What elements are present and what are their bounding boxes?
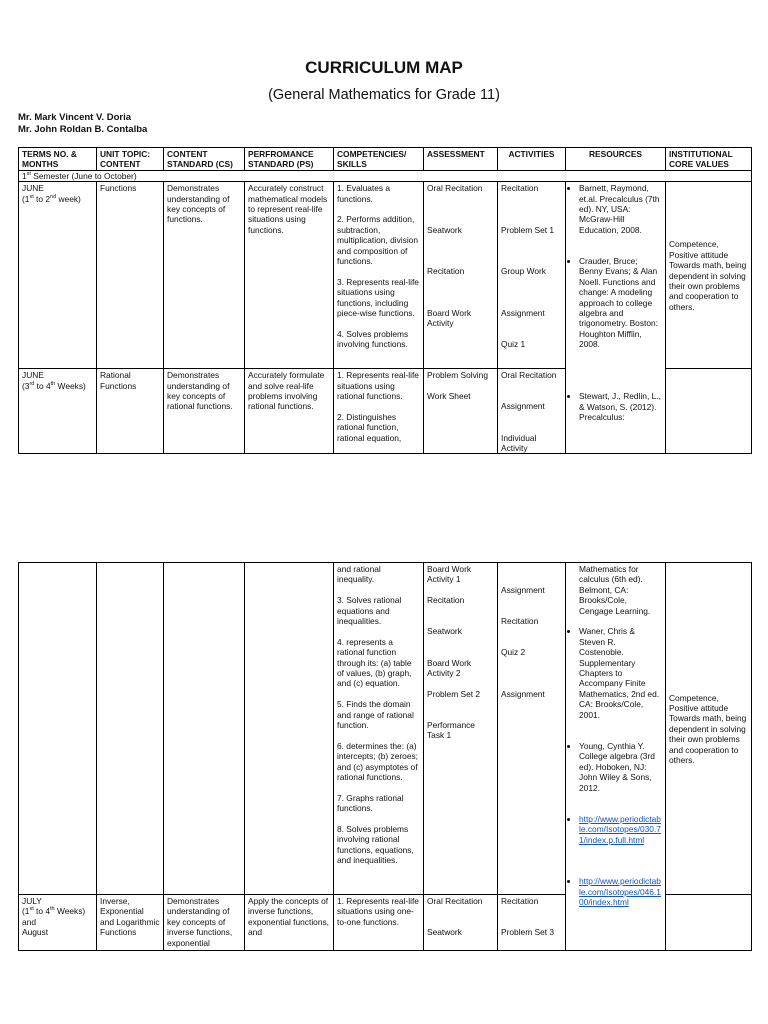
assessment-item: Problem Set 2 [427, 688, 481, 699]
term-month: JUNE [22, 370, 44, 381]
assessment-item: Seatwork [427, 927, 462, 938]
activities-cell [498, 895, 566, 951]
competency-item: 2. Performs addition, subtraction, multiplication, division and composition of functions. [337, 214, 418, 267]
header-performance-standard: PERFROMANCE STANDARD (PS) [245, 148, 334, 171]
semester-row [19, 170, 752, 181]
competency-item: 8. Solves problems involving rational functions, equations, and inequalities. [337, 824, 414, 866]
table-row [19, 182, 752, 369]
term-and: and [22, 916, 36, 927]
assessment-item: Seatwork [427, 224, 462, 235]
assessment-item: Seatwork [427, 626, 462, 637]
competency-item: 5. Finds the domain and range of rational function. [337, 699, 414, 731]
core-values-cell: Competence, Positive attitude Towards math, being dependent in solving their own problems and cooperation to others. [666, 182, 752, 369]
header-assessment: ASSESSMENT [424, 148, 498, 171]
unit-cell: Functions [97, 182, 164, 369]
term-weeks: (1st to 4th Weeks) [22, 906, 86, 917]
resources-cell [566, 563, 666, 951]
competency-item: 1. Represents real-life situations using rational functions. [337, 370, 419, 402]
term-cell [19, 563, 97, 895]
performance-standard-cell [245, 563, 334, 895]
activity-item: Assignment [501, 308, 545, 318]
curriculum-table-page-1 [18, 147, 752, 454]
unit-cell [97, 563, 164, 895]
assessment-item: Performance Task 1 [427, 720, 475, 741]
assessment-item: Problem Solving [427, 370, 488, 381]
header-resources: RESOURCES [566, 148, 666, 171]
assessment-item: Board Work Activity 1 [427, 564, 472, 585]
term-cell [19, 895, 97, 951]
header-core-values: INSTITUTIONAL CORE VALUES [666, 148, 752, 171]
assessment-item: Recitation [427, 595, 465, 606]
assessment-cell [424, 369, 498, 454]
authors [18, 112, 147, 136]
competency-item: 3. Solves rational equations and inequalities. [337, 595, 402, 627]
resource-item: • Barnett, Raymond, et.al. Precalculus (7th ed). NY, USA: McGraw-Hill Education, 2008. [579, 183, 662, 235]
competency-item: 6. determines the: (a) intercepts; (b) zeroes; and (c) asymptotes of rational functions. [337, 740, 418, 783]
header-activities: ACTIVITIES [498, 148, 566, 171]
assessment-item: Board Work Activity [427, 308, 472, 329]
activity-item: Oral Recitation [501, 370, 557, 381]
unit-cell: Inverse, Exponential and Logarithmic Functions [97, 895, 164, 951]
activity-item: Recitation [501, 896, 539, 906]
activity-item: Assignment [501, 584, 545, 595]
assessment-cell [424, 182, 498, 369]
competencies-cell [334, 369, 424, 454]
resources-cell [566, 182, 666, 454]
header-content-standard: CONTENT STANDARD (CS) [164, 148, 245, 171]
page-subtitle: (General Mathematics for Grade 11) [268, 87, 500, 103]
assessment-item: Board Work Activity 2 [427, 657, 472, 679]
activity-item: Problem Set 3 [501, 927, 555, 938]
content-standard-cell: Demonstrates understanding of key concepts of inverse functions, exponential [164, 895, 245, 951]
assessment-cell [424, 563, 498, 895]
performance-standard-cell: Accurately formulate and solve real-life problems involving rational functions. [245, 369, 334, 454]
activity-item: Quiz 1 [501, 339, 526, 350]
core-values-cell [666, 895, 752, 951]
page-title: CURRICULUM MAP [305, 58, 463, 77]
table-header-row [19, 148, 752, 171]
competency-item: 4. Solves problems involving functions. [337, 328, 409, 350]
activities-cell [498, 369, 566, 454]
resource-link[interactable]: http://www.periodictable.com/Isotopes/046.100/index.html [579, 876, 661, 907]
term-cell [19, 369, 97, 454]
assessment-item: Oral Recitation [427, 896, 483, 906]
assessment-item: Oral Recitation [427, 183, 483, 194]
competency-item: and rational inequality. [337, 564, 381, 585]
term-month: JUNE [22, 183, 44, 194]
term-weeks: (1st to 2nd week) [22, 193, 81, 204]
author-2: Mr. John Roldan B. Contalba [18, 124, 148, 135]
table-row [19, 563, 752, 895]
term-weeks: (3rd to 4th Weeks) [22, 380, 86, 391]
assessment-cell [424, 895, 498, 951]
activity-item: Recitation [501, 616, 539, 626]
competency-item: 7. Graphs rational functions. [337, 792, 404, 814]
activity-item: Problem Set 1 [501, 224, 555, 235]
header-terms: TERMS NO. & MONTHS [19, 148, 97, 171]
header-competencies: COMPETENCIES/ SKILLS [334, 148, 424, 171]
activity-item: Individual Activity [501, 432, 537, 454]
competency-item: 4. represents a rational function through its: (a) table of values, (b) graph, and (c) equation. [337, 636, 412, 689]
activities-cell [498, 182, 566, 369]
resource-item: • Stewart, J., Redlin, L., & Watson, S. (2012). Precalculus: [579, 391, 662, 422]
curriculum-table-page-2 [18, 562, 752, 951]
competencies-cell: 1. Represents real-life situations using one-to-one functions. [334, 895, 424, 951]
competency-item: 1. Evaluates a functions. [337, 183, 391, 204]
content-standard-cell: Demonstrates understanding of key concepts of rational functions. [164, 369, 245, 454]
competency-item: 2. Distinguishes rational function, rational equation, [337, 411, 402, 443]
term-cell [19, 182, 97, 369]
competencies-cell [334, 563, 424, 895]
activity-item: Group Work [501, 266, 546, 277]
term-month: JULY [22, 896, 42, 906]
competencies-cell [334, 182, 424, 369]
assessment-item: Work Sheet [427, 391, 471, 402]
activities-cell [498, 563, 566, 895]
activity-item: Recitation [501, 183, 539, 194]
resource-continued: Mathematics for calculus (6th ed). Belmont, CA: Brooks/Cole, Cengage Learning. [579, 564, 651, 616]
content-standard-cell [164, 563, 245, 895]
resource-link[interactable]: http://www.periodictable.com/Isotopes/030.71/index.p.full.html [579, 813, 661, 845]
resource-item: • Crauder, Bruce; Benny Evans; & Alan Noell. Functions and change: A modeling approach to college algebra and trigonometry. Boston: Houghton Mifflin, 2008. [579, 256, 662, 350]
performance-standard-cell: Accurately construct mathematical models to represent real-life situations using functions. [245, 182, 334, 369]
header-unit: UNIT TOPIC: CONTENT [97, 148, 164, 171]
activity-item: Assignment [501, 688, 545, 699]
assessment-item: Recitation [427, 266, 465, 277]
resource-item: • Young, Cynthia Y. College algebra (3rd ed). Hoboken, NJ: John Wiley & Sons, 2012. [579, 741, 662, 793]
performance-standard-cell: Apply the concepts of inverse functions, exponential functions, and [245, 895, 334, 951]
core-values-cell [666, 369, 752, 454]
resource-item: • Waner, Chris & Steven R. Costenoble. Supplementary Chapters to Accompany Finite Mathematics, 2nd ed. CA: Brooks/Cole, 2001. [579, 626, 662, 720]
term-month-2: August [22, 927, 49, 938]
activity-item: Assignment [501, 401, 545, 412]
competency-item: 3. Represents real-life situations using functions, including piece-wise functions. [337, 276, 419, 319]
content-standard-cell: Demonstrates understanding of key concepts of functions. [164, 182, 245, 369]
unit-cell: Rational Functions [97, 369, 164, 454]
activity-item: Quiz 2 [501, 647, 526, 658]
core-values-cell: Competence, Positive attitude Towards math, being dependent in solving their own problems and cooperation to others. [666, 563, 752, 895]
semester-label: 1st Semester (June to October) [19, 170, 752, 181]
author-1: Mr. Mark Vincent V. Doria [18, 112, 131, 123]
